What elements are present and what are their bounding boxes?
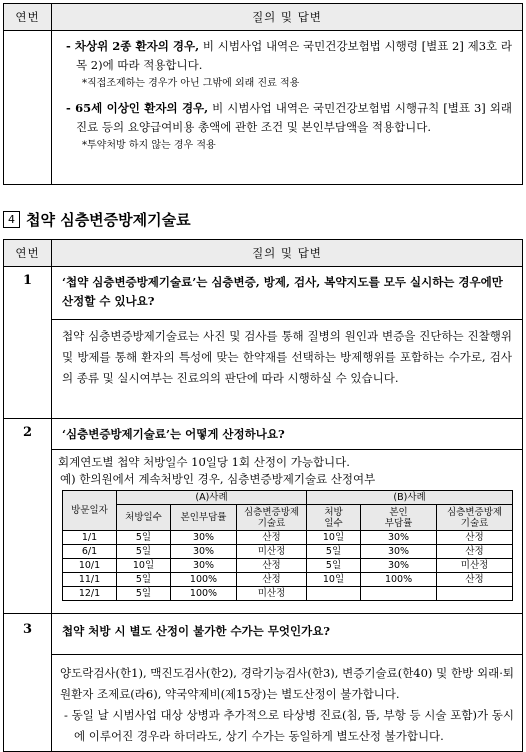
example-cell: 5일	[307, 545, 361, 559]
example-cell: 10일	[307, 531, 361, 545]
example-cell: 30%	[171, 531, 237, 545]
example-row	[63, 559, 513, 573]
col-header-number: 연번	[4, 4, 52, 31]
answer-item: - 동일 날 시범사업 대상 상병과 추가적으로 타상병 진료(침, 뜸, 부항 등 시술 포함)가 동시에 이루어진 경우라 하더라도, 상기 수가는 동일하게 별도산정 불가합니다.	[64, 708, 514, 743]
example-group-b: (B)사례	[307, 491, 513, 505]
question-cell: ‘심층변증방제기술료’는 어떻게 산정하나요?	[52, 419, 523, 450]
row-number: 1	[4, 267, 52, 419]
continued-answer-cell	[52, 31, 523, 185]
example-cell: 산정	[237, 559, 307, 573]
example-col-visit: 방문일자	[63, 491, 117, 531]
example-cell: 10일	[117, 559, 171, 573]
col-header-qa: 질의 및 답변	[52, 4, 523, 31]
col-header-qa: 질의 및 답변	[52, 240, 523, 267]
example-cell: 산정	[437, 573, 513, 587]
answer-example-line: 예) 한의원에서 계속처방인 경우, 심층변증방제기술료 산정여부	[60, 472, 376, 486]
example-table-body	[63, 531, 513, 601]
answer-cell	[52, 450, 523, 614]
example-cell: 산정	[437, 531, 513, 545]
example-cell: 100%	[361, 573, 437, 587]
example-subheader: 처방 일수	[307, 505, 361, 531]
example-subheader: 심층변증방제 기술료	[237, 505, 307, 531]
example-cell: 100%	[171, 587, 237, 601]
example-cell: 12/1	[63, 587, 117, 601]
example-row	[63, 531, 513, 545]
example-cell: 5일	[117, 531, 171, 545]
example-cell: 5일	[117, 587, 171, 601]
example-cell: 30%	[361, 531, 437, 545]
example-subheader: 처방일수	[117, 505, 171, 531]
example-subheader: 본인부담률	[171, 505, 237, 531]
example-cell: 10일	[307, 573, 361, 587]
example-row	[63, 545, 513, 559]
section-heading	[3, 208, 191, 230]
answer-text: 양도락검사(한1), 맥진도검사(한2), 경락기능검사(한3), 변증기술료(한40) 및 한방 외래·퇴원환자 조제료(라6), 약국약제비(제15장)는 별도산정이 불가합니다.	[60, 666, 514, 701]
section-number-box: 4	[3, 211, 20, 228]
example-cell: 30%	[171, 559, 237, 573]
empty-number-cell	[4, 31, 52, 185]
answer-cell	[52, 655, 523, 752]
example-cell: 30%	[361, 545, 437, 559]
example-row	[63, 587, 513, 601]
example-cell: 5일	[117, 545, 171, 559]
example-cell: 5일	[307, 559, 361, 573]
continued-qa-table	[3, 3, 523, 185]
row-number: 3	[4, 614, 52, 752]
answer-item: - 차상위 2종 환자의 경우, 비 시범사업 내역은 국민건강보험법 시행령 [별표 2] 제3호 라목 2)에 따라 적용합니다.	[66, 39, 512, 72]
example-subheader: 심층변증방제 기술료	[437, 505, 513, 531]
answer-cell: 첩약 심층변증방제기술료는 사진 및 검사를 통해 질병의 원인과 변증을 진단하는 진찰행위 및 방제를 통해 환자의 특성에 맞는 한약재를 선택하는 방제행위를 포함하는 수가로, 검사의 종류 및 실시여부는 진료의의 판단에 따라 시행하실 수 있습니다.	[52, 320, 523, 419]
example-cell: 미산정	[237, 587, 307, 601]
row-number: 2	[4, 419, 52, 614]
example-cell: 100%	[171, 573, 237, 587]
example-cell	[307, 587, 361, 601]
col-header-number: 연번	[4, 240, 52, 267]
example-table	[62, 490, 513, 601]
answer-note: *투약처방 하지 않는 경우 적용	[82, 140, 216, 151]
example-cell: 5일	[117, 573, 171, 587]
example-cell	[361, 587, 437, 601]
question-cell: 첩약 처방 시 별도 산정이 불가한 수가는 무엇인가요?	[52, 614, 523, 655]
answer-line: 회계연도별 첩약 처방일수 10일당 1회 산정이 가능합니다.	[58, 455, 350, 469]
example-subheader: 본인 부담률	[361, 505, 437, 531]
section-title: 첩약 심층변증방제기술료	[26, 210, 191, 229]
example-cell: 산정	[437, 545, 513, 559]
example-group-a: (A)사례	[117, 491, 307, 505]
example-cell: 1/1	[63, 531, 117, 545]
example-cell: 30%	[361, 559, 437, 573]
example-cell: 6/1	[63, 545, 117, 559]
example-row	[63, 573, 513, 587]
answer-note: *직접조제하는 경우가 아닌 그밖에 외래 진료 적용	[82, 78, 300, 89]
qa-table	[3, 239, 523, 752]
example-cell: 미산정	[437, 559, 513, 573]
example-cell: 11/1	[63, 573, 117, 587]
answer-item: - 65세 이상인 환자의 경우, 비 시범사업 내역은 국민건강보험법 시행규칙 [별표 3] 외래진료 등의 요양급여비용 총액에 관한 조건 및 본인부담액을 적용합니다.	[66, 101, 512, 134]
example-cell: 산정	[237, 573, 307, 587]
example-cell: 10/1	[63, 559, 117, 573]
example-cell: 미산정	[237, 545, 307, 559]
question-cell: ‘첩약 심층변증방제기술료’는 심층변증, 방제, 검사, 복약지도를 모두 실시하는 경우에만 산정할 수 있나요?	[52, 267, 523, 320]
example-cell: 30%	[171, 545, 237, 559]
example-cell	[437, 587, 513, 601]
example-cell: 산정	[237, 531, 307, 545]
